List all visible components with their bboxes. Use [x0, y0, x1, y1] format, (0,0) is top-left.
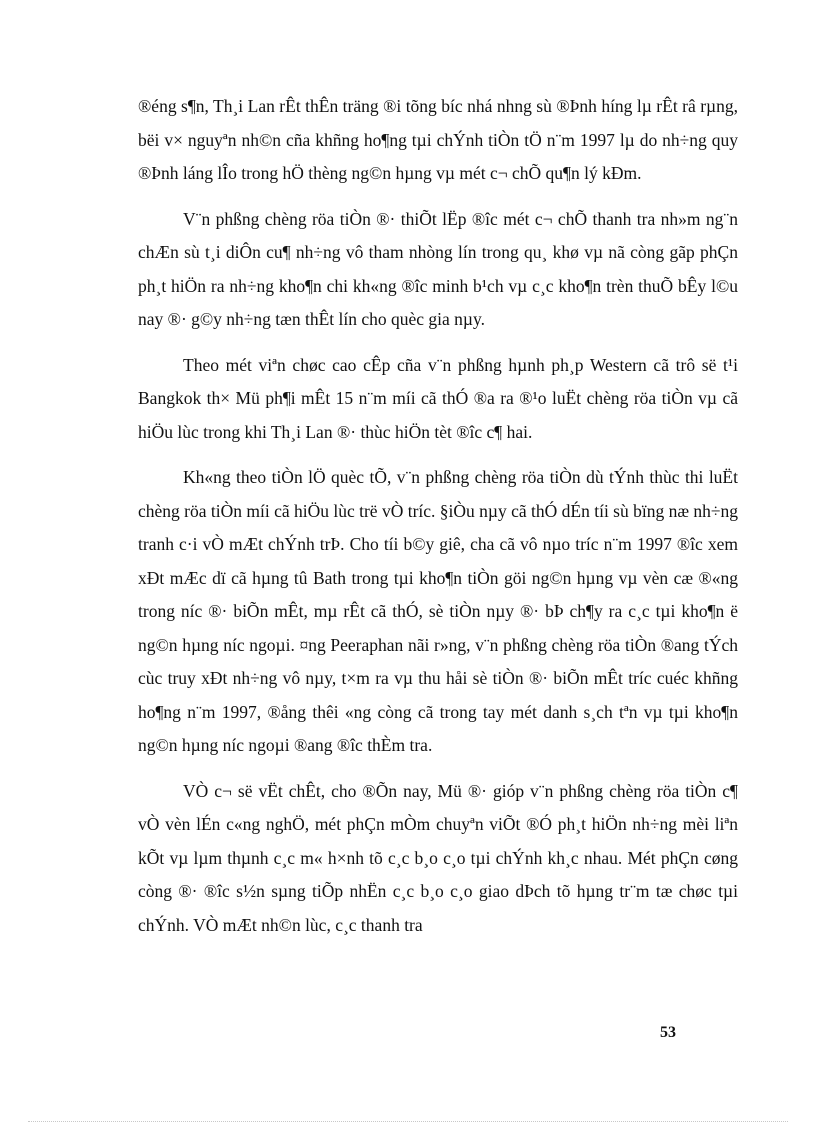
paragraph-5: VÒ c¬ së vËt chÊt, cho ®Õn nay, Mü ®· gióp v¨n phßng chèng röa tiÒn c¶ vÒ vèn lÉn c«ng nghÖ, mét phÇn mÒm chuyªn viÕt ®Ó ph¸t hiÖn nh÷ng mèi liªn kÕt vµ lµm thµnh c¸c m« h×nh tõ c¸c b¸o c¸o tµi chÝnh kh¸c nhau. Mét phÇn cøng còng ®· ®îc s½n sµng tiÕp nhËn c¸c b¸o c¸o giao dÞch tõ hµng tr¨m tæ chøc tµi chÝnh. VÒ mÆt nh©n lùc, c¸c thanh tra — [138, 780, 738, 935]
footer-divider — [28, 1121, 788, 1122]
paragraph-1: ®éng s¶n, Th¸i Lan rÊt thÊn träng ®i tõng bíc nhá nhng sù ®Þnh híng lµ rÊt râ rµng, bëi v× nguyªn nh©n cña khñng ho¶ng tµi chÝnh tiÒn tÖ n¨m 1997 lµ do nh÷ng quy ®Þnh láng lÎo trong hÖ thèng ng©n hµng vµ mét c¬ chÕ qu¶n lý kÐm. — [138, 96, 738, 183]
paragraph-3: Theo mét viªn chøc cao cÊp cña v¨n phßng hµnh ph¸p Western cã trô së t¹i Bangkok th× Mü ph¶i mÊt 15 n¨m míi cã thÓ ®a ra ®¹o luËt chèng röa tiÒn vµ cã hiÖu lùc trong khi Th¸i Lan ®· thùc hiÖn tèt ®îc c¶ hai. — [138, 354, 738, 442]
paragraph-2: V¨n phßng chèng röa tiÒn ®· thiÕt lËp ®îc mét c¬ chÕ thanh tra nh»m ng¨n chÆn sù t¸i diÔn cu¶ nh÷ng vô tham nhòng lín trong qu¸ khø vµ nã còng gãp phÇn ph¸t hiÖn ra nh÷ng kho¶n chi kh«ng ®îc minh b¹ch vµ c¸c kho¶n trèn thuÕ bÊy l©u nay ®· g©y nh÷ng tæn thÊt lín cho quèc gia nµy. — [138, 208, 738, 329]
body-text — [138, 90, 738, 954]
paragraph-4: Kh«ng theo tiÒn lÖ quèc tÕ, v¨n phßng chèng röa tiÒn dù tÝnh thùc thi luËt chèng röa tiÒn míi cã hiÖu lùc trë vÒ tríc. §iÒu nµy cã thÓ dÉn tíi sù bïng næ nh÷ng tranh c·i vÒ mÆt chÝnh trÞ. Cho tíi b©y giê, cha cã vô nµo tríc n¨m 1997 ®îc xem xÐt mÆc dï cã hµng tû Bath trong tµi kho¶n tiÒn göi ng©n hµng vµ vèn cæ ®«ng trong níc ®· biÕn mÊt, mµ rÊt cã thÓ, sè tiÒn nµy ®· bÞ ch¶y ra c¸c tµi kho¶n ë ng©n hµng níc ngoµi. ¤ng Peeraphan nãi r»ng, v¨n phßng chèng röa tiÒn ®ang tÝch cùc truy xÐt nh÷ng vô nµy, t×m ra vµ thu håi sè tiÒn ®· biÕn mÊt tríc cuéc khñng ho¶ng n¨m 1997, ®ång thêi «ng còng cã trong tay mét danh s¸ch tªn vµ tµi kho¶n ng©n hµng níc ngoµi ®ang ®îc thÈm tra. — [138, 467, 738, 755]
page-number: 53 — [660, 1024, 676, 1041]
